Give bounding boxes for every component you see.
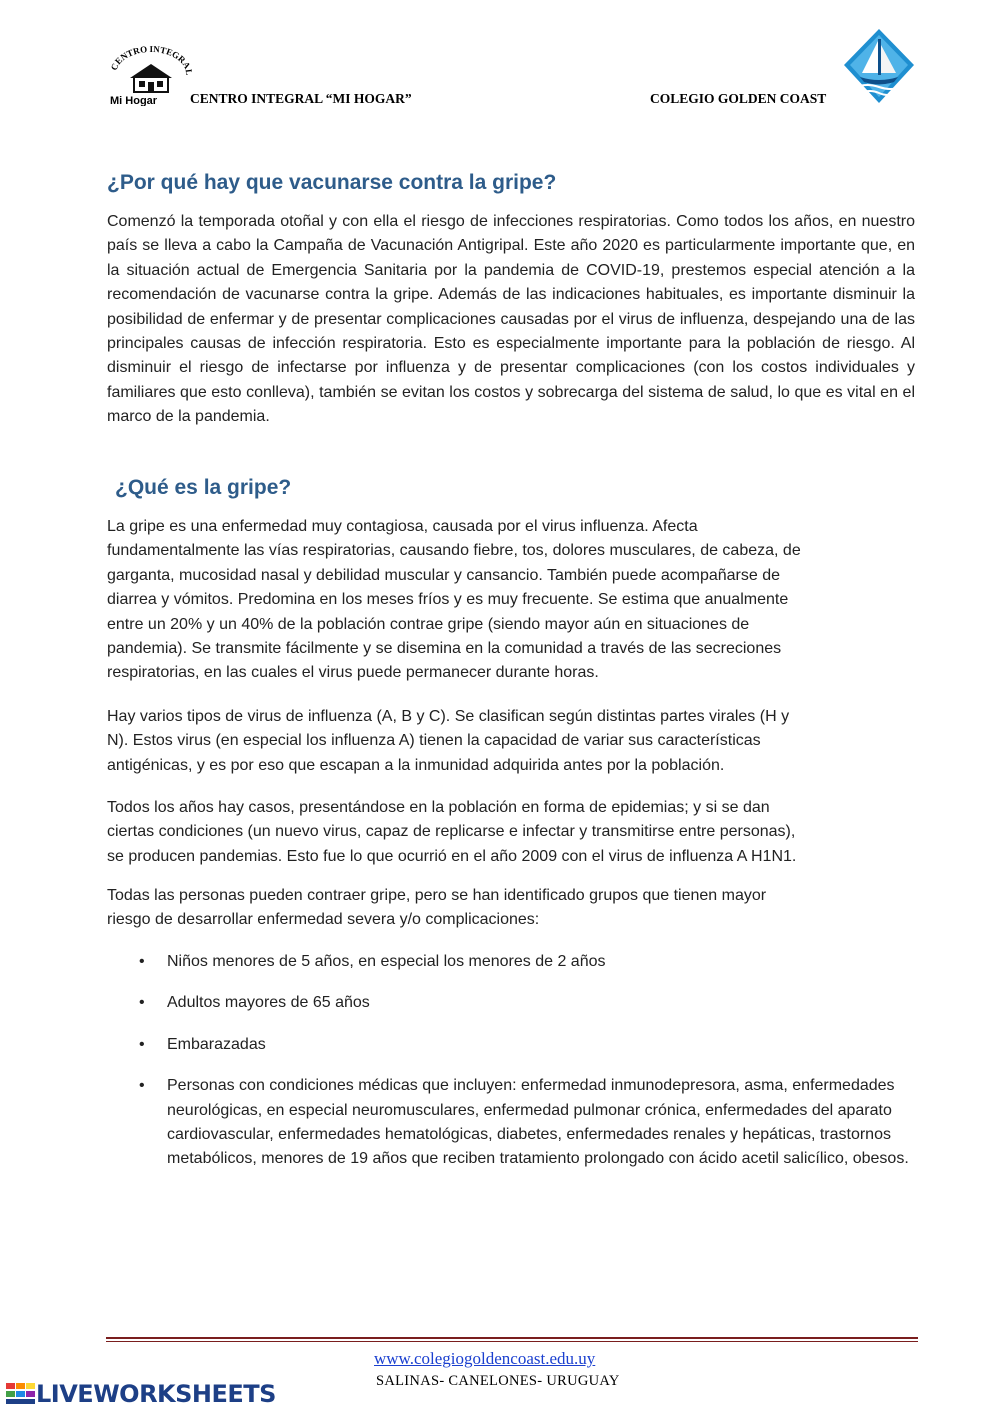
paragraph-line: se producen pandemias. Esto fue lo que ocurrió en el año 2009 con el virus de influenza A H1N1. — [107, 847, 797, 865]
paragraph-line: respiratorias, en las cuales el virus puede permanecer durante horas. — [107, 664, 599, 682]
virus-types-paragraph — [107, 705, 915, 778]
paragraph-line: Hay varios tipos de virus de influenza (A, B y C). Se clasifican según distintas partes virales (H y — [107, 708, 790, 725]
bullet-icon: • — [139, 1035, 145, 1053]
paragraph-line: Todas las personas pueden contraer gripe, pero se han identificado grupos que tienen mayor — [107, 887, 767, 904]
paragraph-line: Todos los años hay casos, presentándose en la población en forma de epidemias; y si se dan — [107, 799, 770, 816]
liveworksheets-icon — [6, 1383, 36, 1405]
paragraph-line: entre un 20% y un 40% de la población contrae gripe (siendo mayor aún en situaciones de — [107, 615, 750, 633]
liveworksheets-watermark — [6, 1381, 276, 1407]
bullet-icon: • — [139, 994, 145, 1012]
bullet-icon: • — [139, 953, 145, 970]
bullet-icon: • — [139, 1077, 145, 1095]
paragraph-line: diarrea y vómitos. Predomina en los meses fríos y es muy frecuente. Se estima que anualmente — [107, 591, 789, 609]
risk-groups-list — [107, 950, 915, 1189]
list-item-text: Adultos mayores de 65 años — [167, 994, 370, 1012]
list-item-text: Personas con condiciones médicas que incluyen: enfermedad inmunodepresora, asma, enfermedades neurológicas, en especial neuromusculares, enfermedad pulmonar crónica, enfermedades del aparato cardiovascular, enfermedades hematológicas, diabetes, enfermedades renales y hepáticas, trastornos metabólicos, menores de 19 años que reciben tratamiento prolongado con ácido acetil salicílico, obesos. — [167, 1077, 909, 1168]
list-item — [107, 1033, 915, 1057]
footer-divider-thin — [106, 1341, 918, 1342]
paragraph-line: garganta, mucosidad nasal y debilidad muscular y cansancio. También puede acompañarse de — [107, 566, 781, 584]
paragraph-line: antigénicas, y es por eso que escapan a la inmunidad adquirida antes por la población. — [107, 756, 725, 774]
list-item — [107, 950, 915, 974]
school-name-left: CENTRO INTEGRAL “MI HOGAR” — [190, 91, 412, 106]
footer-divider — [106, 1337, 918, 1339]
section-title-what-is-flu: ¿Qué es la gripe? — [115, 476, 292, 499]
paragraph-line: ciertas condiciones (un nuevo virus, capaz de replicarse e infectar y transmitirse entre personas), — [107, 823, 796, 841]
paragraph-line: pandemia). Se transmite fácilmente y se disemina en la comunidad a través de las secreciones — [107, 640, 782, 658]
vaccination-paragraph: Comenzó la temporada otoñal y con ella el riesgo de infecciones respiratorias. Como todos los años, en nuestro país se lleva a cabo la Campaña de Vacunación Antigripal. Este año 2020 es particularmente importante que, en la situación actual de Emergencia Sanitaria por la pandemia de COVID-19, prestemos especial atención a la recomendación de vacunarse contra la gripe. Además de las indicaciones habituales, es importante disminuir la posibilidad de enfermar y de presentar complicaciones causadas por el virus de influenza, despejando una de las principales causas de infección respiratoria. Esto es especialmente importante para la población de riesgo. Al disminuir el riesgo de infectarse por influenza y de presentar complicaciones (con los costos individuales y familiares que esto conlleva), también se evitan los costos y sobrecarga del sistema de salud, lo que es vital en el marco de la pandemia. — [107, 213, 915, 426]
flu-description-paragraph — [107, 515, 915, 686]
epidemics-paragraph — [107, 796, 915, 869]
section-title-vaccination: ¿Por qué hay que vacunarse contra la gripe? — [107, 171, 557, 194]
paragraph-line: riesgo de desarrollar enfermedad severa y/o complicaciones: — [107, 911, 540, 929]
school-website-link[interactable]: www.colegiogoldencoast.edu.uy — [374, 1349, 596, 1368]
mi-hogar-logo — [108, 44, 194, 106]
svg-text:Mi Hogar: Mi Hogar — [110, 95, 158, 106]
liveworksheets-text: LIVEWORKSHEETS — [36, 1380, 276, 1408]
list-item-text: Embarazadas — [167, 1035, 266, 1053]
list-item — [107, 991, 915, 1015]
school-location: SALINAS- CANELONES- URUGUAY — [376, 1373, 620, 1389]
school-name-right: COLEGIO GOLDEN COAST — [650, 91, 827, 106]
paragraph-line: fundamentalmente las vías respiratorias, causando fiebre, tos, dolores musculares, de cabeza, de — [107, 542, 801, 560]
risk-intro-paragraph — [107, 884, 915, 933]
paragraph-line: N). Estos virus (en especial los influenza A) tienen la capacidad de variar sus características — [107, 732, 761, 750]
list-item — [107, 1074, 915, 1172]
paragraph-line: La gripe es una enfermedad muy contagiosa, causada por el virus influenza. Afecta — [107, 518, 698, 535]
page-header — [0, 0, 1000, 120]
svg-text:CENTRO INTEGRAL: CENTRO INTEGRAL — [108, 44, 194, 76]
golden-coast-logo — [842, 27, 916, 107]
list-item-text: Niños menores de 5 años, en especial los menores de 2 años — [167, 953, 606, 970]
